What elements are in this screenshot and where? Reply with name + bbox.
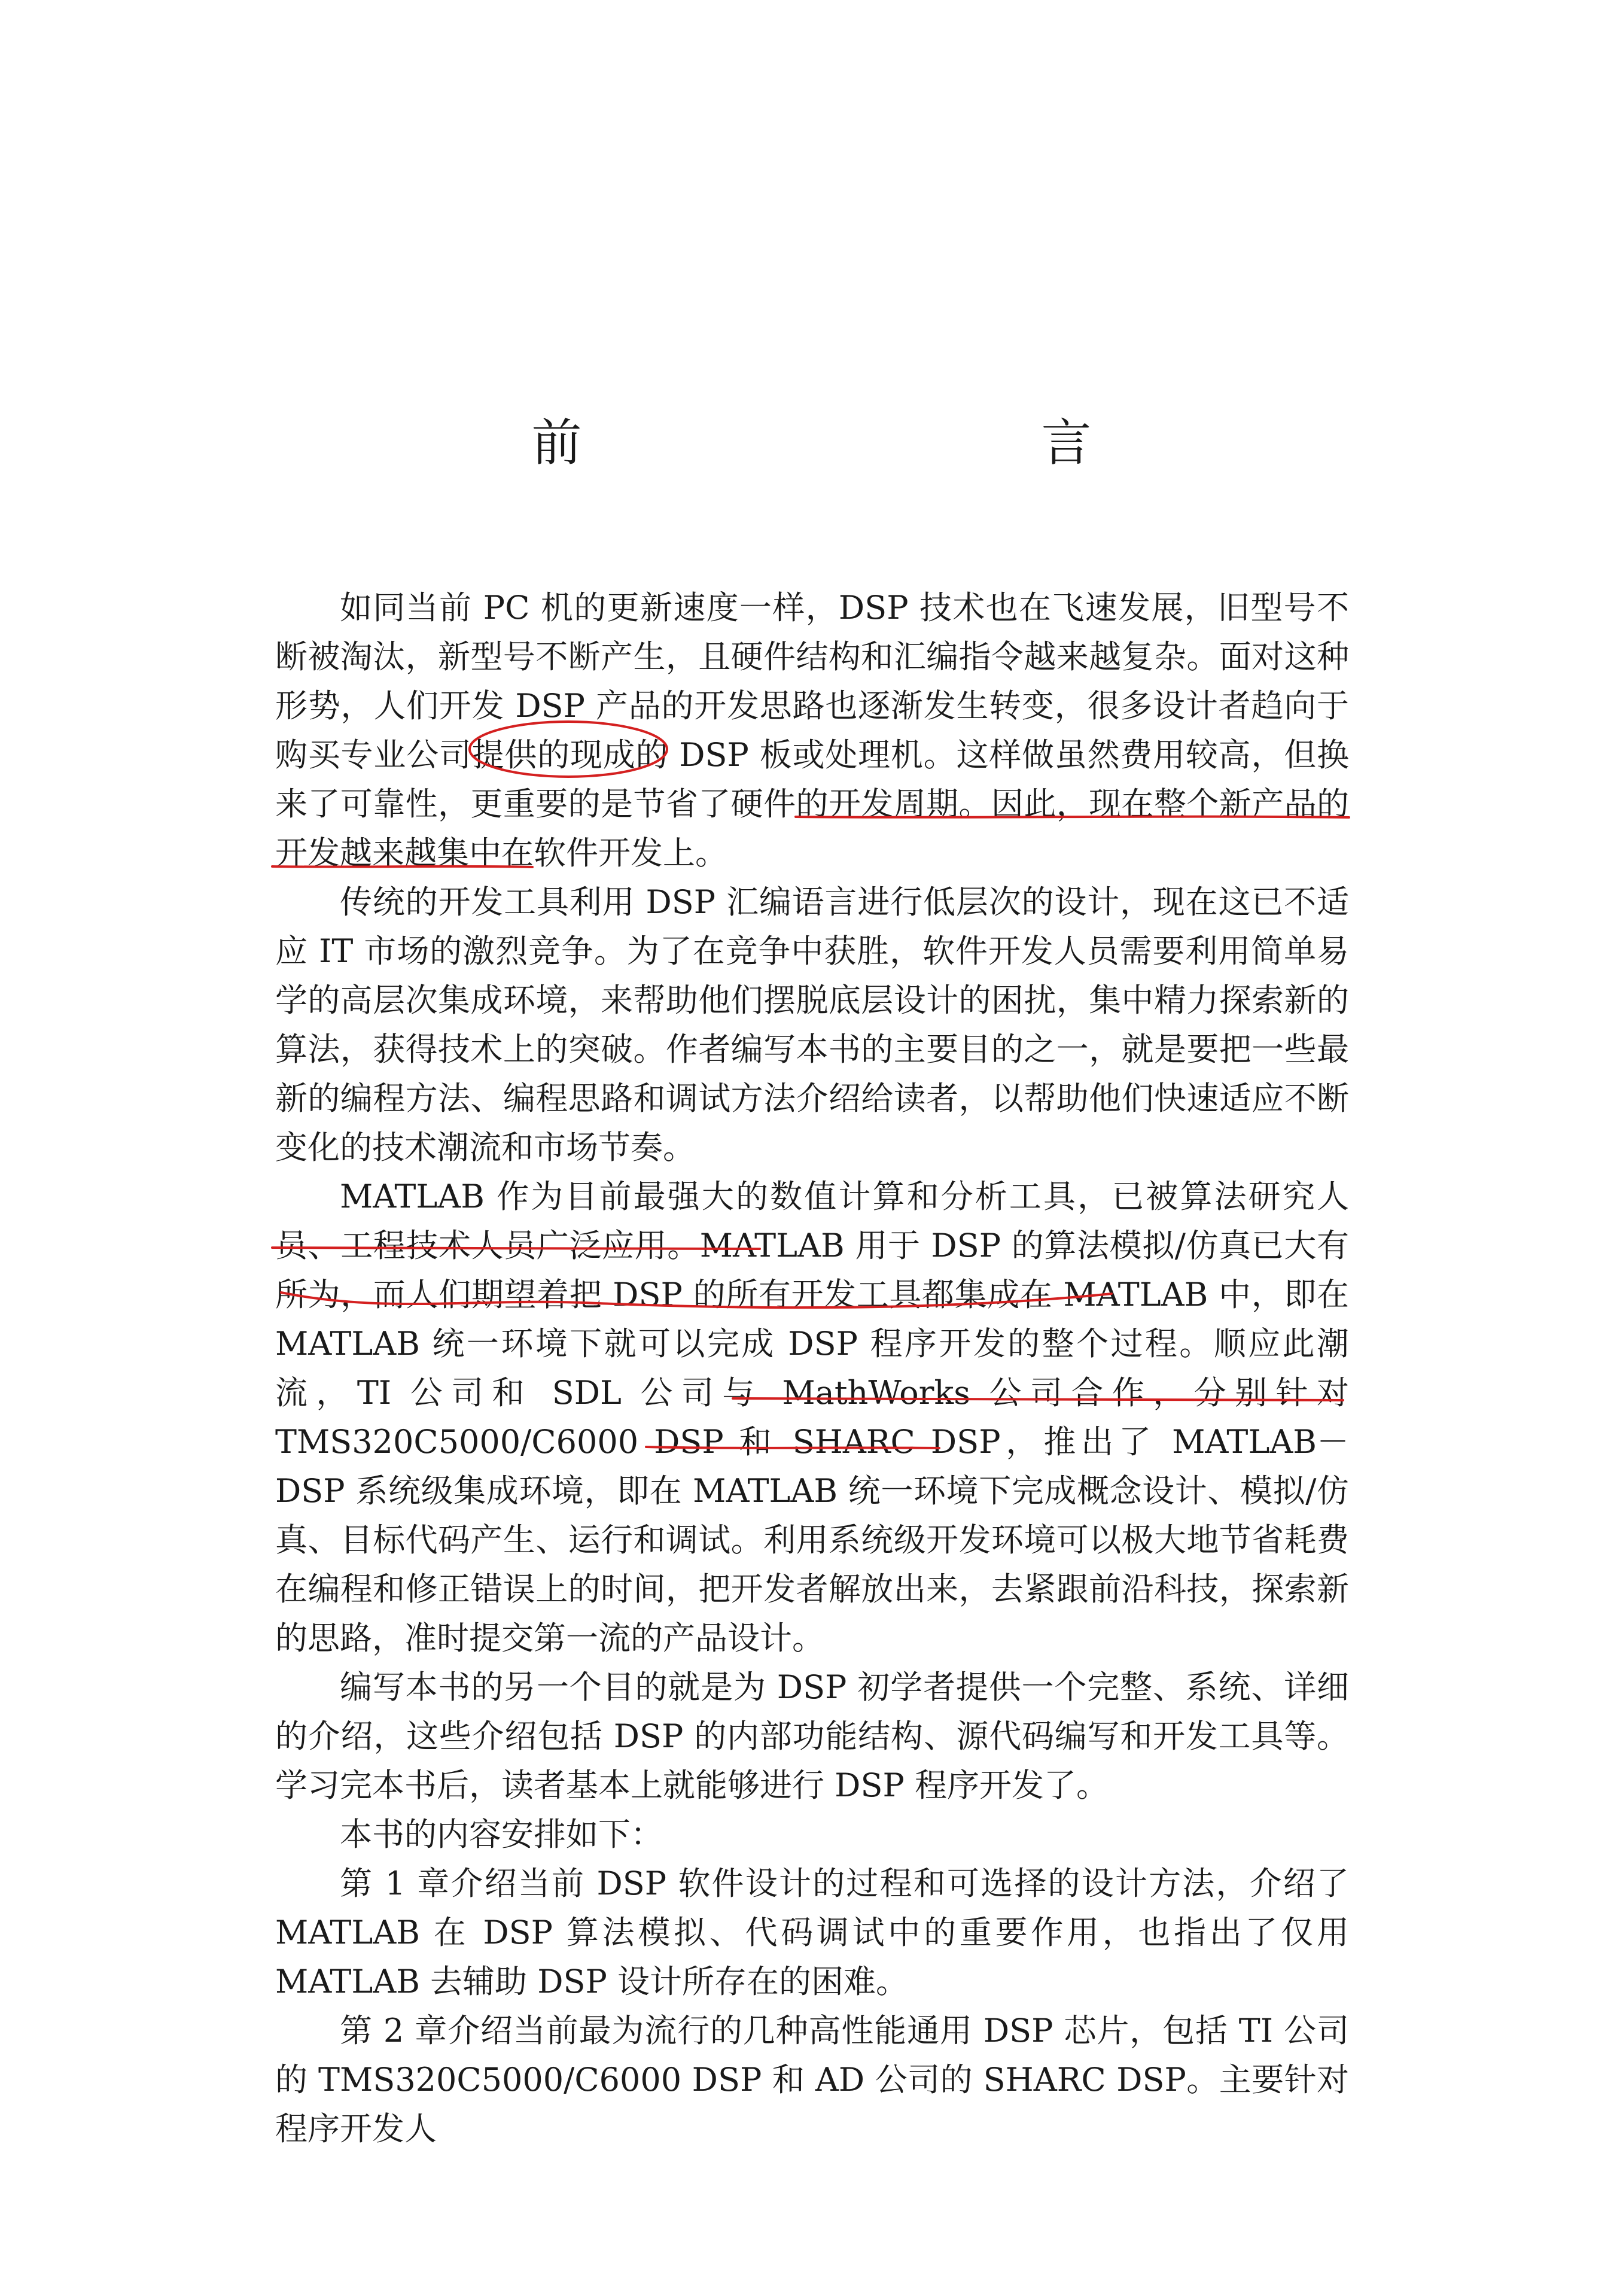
paragraph-3: MATLAB 作为目前最强大的数值计算和分析工具，已被算法研究人员、工程技术人员广泛应用。MATLAB 用于 DSP 的算法模拟/仿真已大有所为，而人们期望着把 DSP 的所有开发工具都集成在 MATLAB 中，即在 MATLAB 统一环境下就可以完成 DSP 程序开发的整个过程。顺应此潮流，TI 公司和 SDL 公司与 MathWorks 公司合作，分别针对 TMS320C5000/C6000 DSP 和 SHARC DSP，推出了 MATLAB－DSP 系统级集成环境，即在 MATLAB 统一环境下完成概念设计、模拟/仿真、目标代码产生、运行和调试。利用系统级开发环境可以极大地节省耗费在编程和修正错误上的时间，把开发者解放出来，去紧跟前沿科技，探索新的思路，准时提交第一流的产品设计。 [275,1178,1349,1657]
paragraph-1: 如同当前 PC 机的更新速度一样，DSP 技术也在飞速发展，旧型号不断被淘汰，新型号不断产生，且硬件结构和汇编指令越来越复杂。面对这种形势，人们开发 DSP 产品的开发思路也逐渐发生转变，很多设计者趋向于购买专业公司提供的现成的 DSP 板或处理机。这样做虽然费用较高，但换来了可靠性，更重要的是节省了硬件的开发周期。因此，现在整个新产品的开发越来越集中在软件开发上。 [275,589,1349,872]
page-title: 前 言 [531,413,1211,472]
paragraph-2: 传统的开发工具利用 DSP 汇编语言进行低层次的设计，现在这已不适应 IT 市场的激烈竞争。为了在竞争中获胜，软件开发人员需要利用简单易学的高层次集成环境，来帮助他们摆脱底层设计的困扰，集中精力探索新的算法，获得技术上的突破。作者编写本书的主要目的之一，就是要把一些最新的编程方法、编程思路和调试方法介绍给读者，以帮助他们快速适应不断变化的技术潮流和市场节奏。 [275,883,1349,1166]
paragraph-7: 第 2 章介绍当前最为流行的几种高性能通用 DSP 芯片，包括 TI 公司的 TMS320C5000/C6000 DSP 和 AD 公司的 SHARC DSP。主要针对程序开发人 [275,2012,1349,2148]
paragraph-5: 本书的内容安排如下： [340,1815,663,1853]
paragraph-4: 编写本书的另一个目的就是为 DSP 初学者提供一个完整、系统、详细的介绍，这些介绍包括 DSP 的内部功能结构、源代码编写和开发工具等。学习完本书后，读者基本上就能够进行 DSP 程序开发了。 [275,1668,1349,1804]
paragraph-6: 第 1 章介绍当前 DSP 软件设计的过程和可选择的设计方法，介绍了 MATLAB 在 DSP 算法模拟、代码调试中的重要作用，也指出了仅用 MATLAB 去辅助 DSP 设计所存在的困难。 [275,1865,1349,2000]
body-text [275,583,1349,2154]
